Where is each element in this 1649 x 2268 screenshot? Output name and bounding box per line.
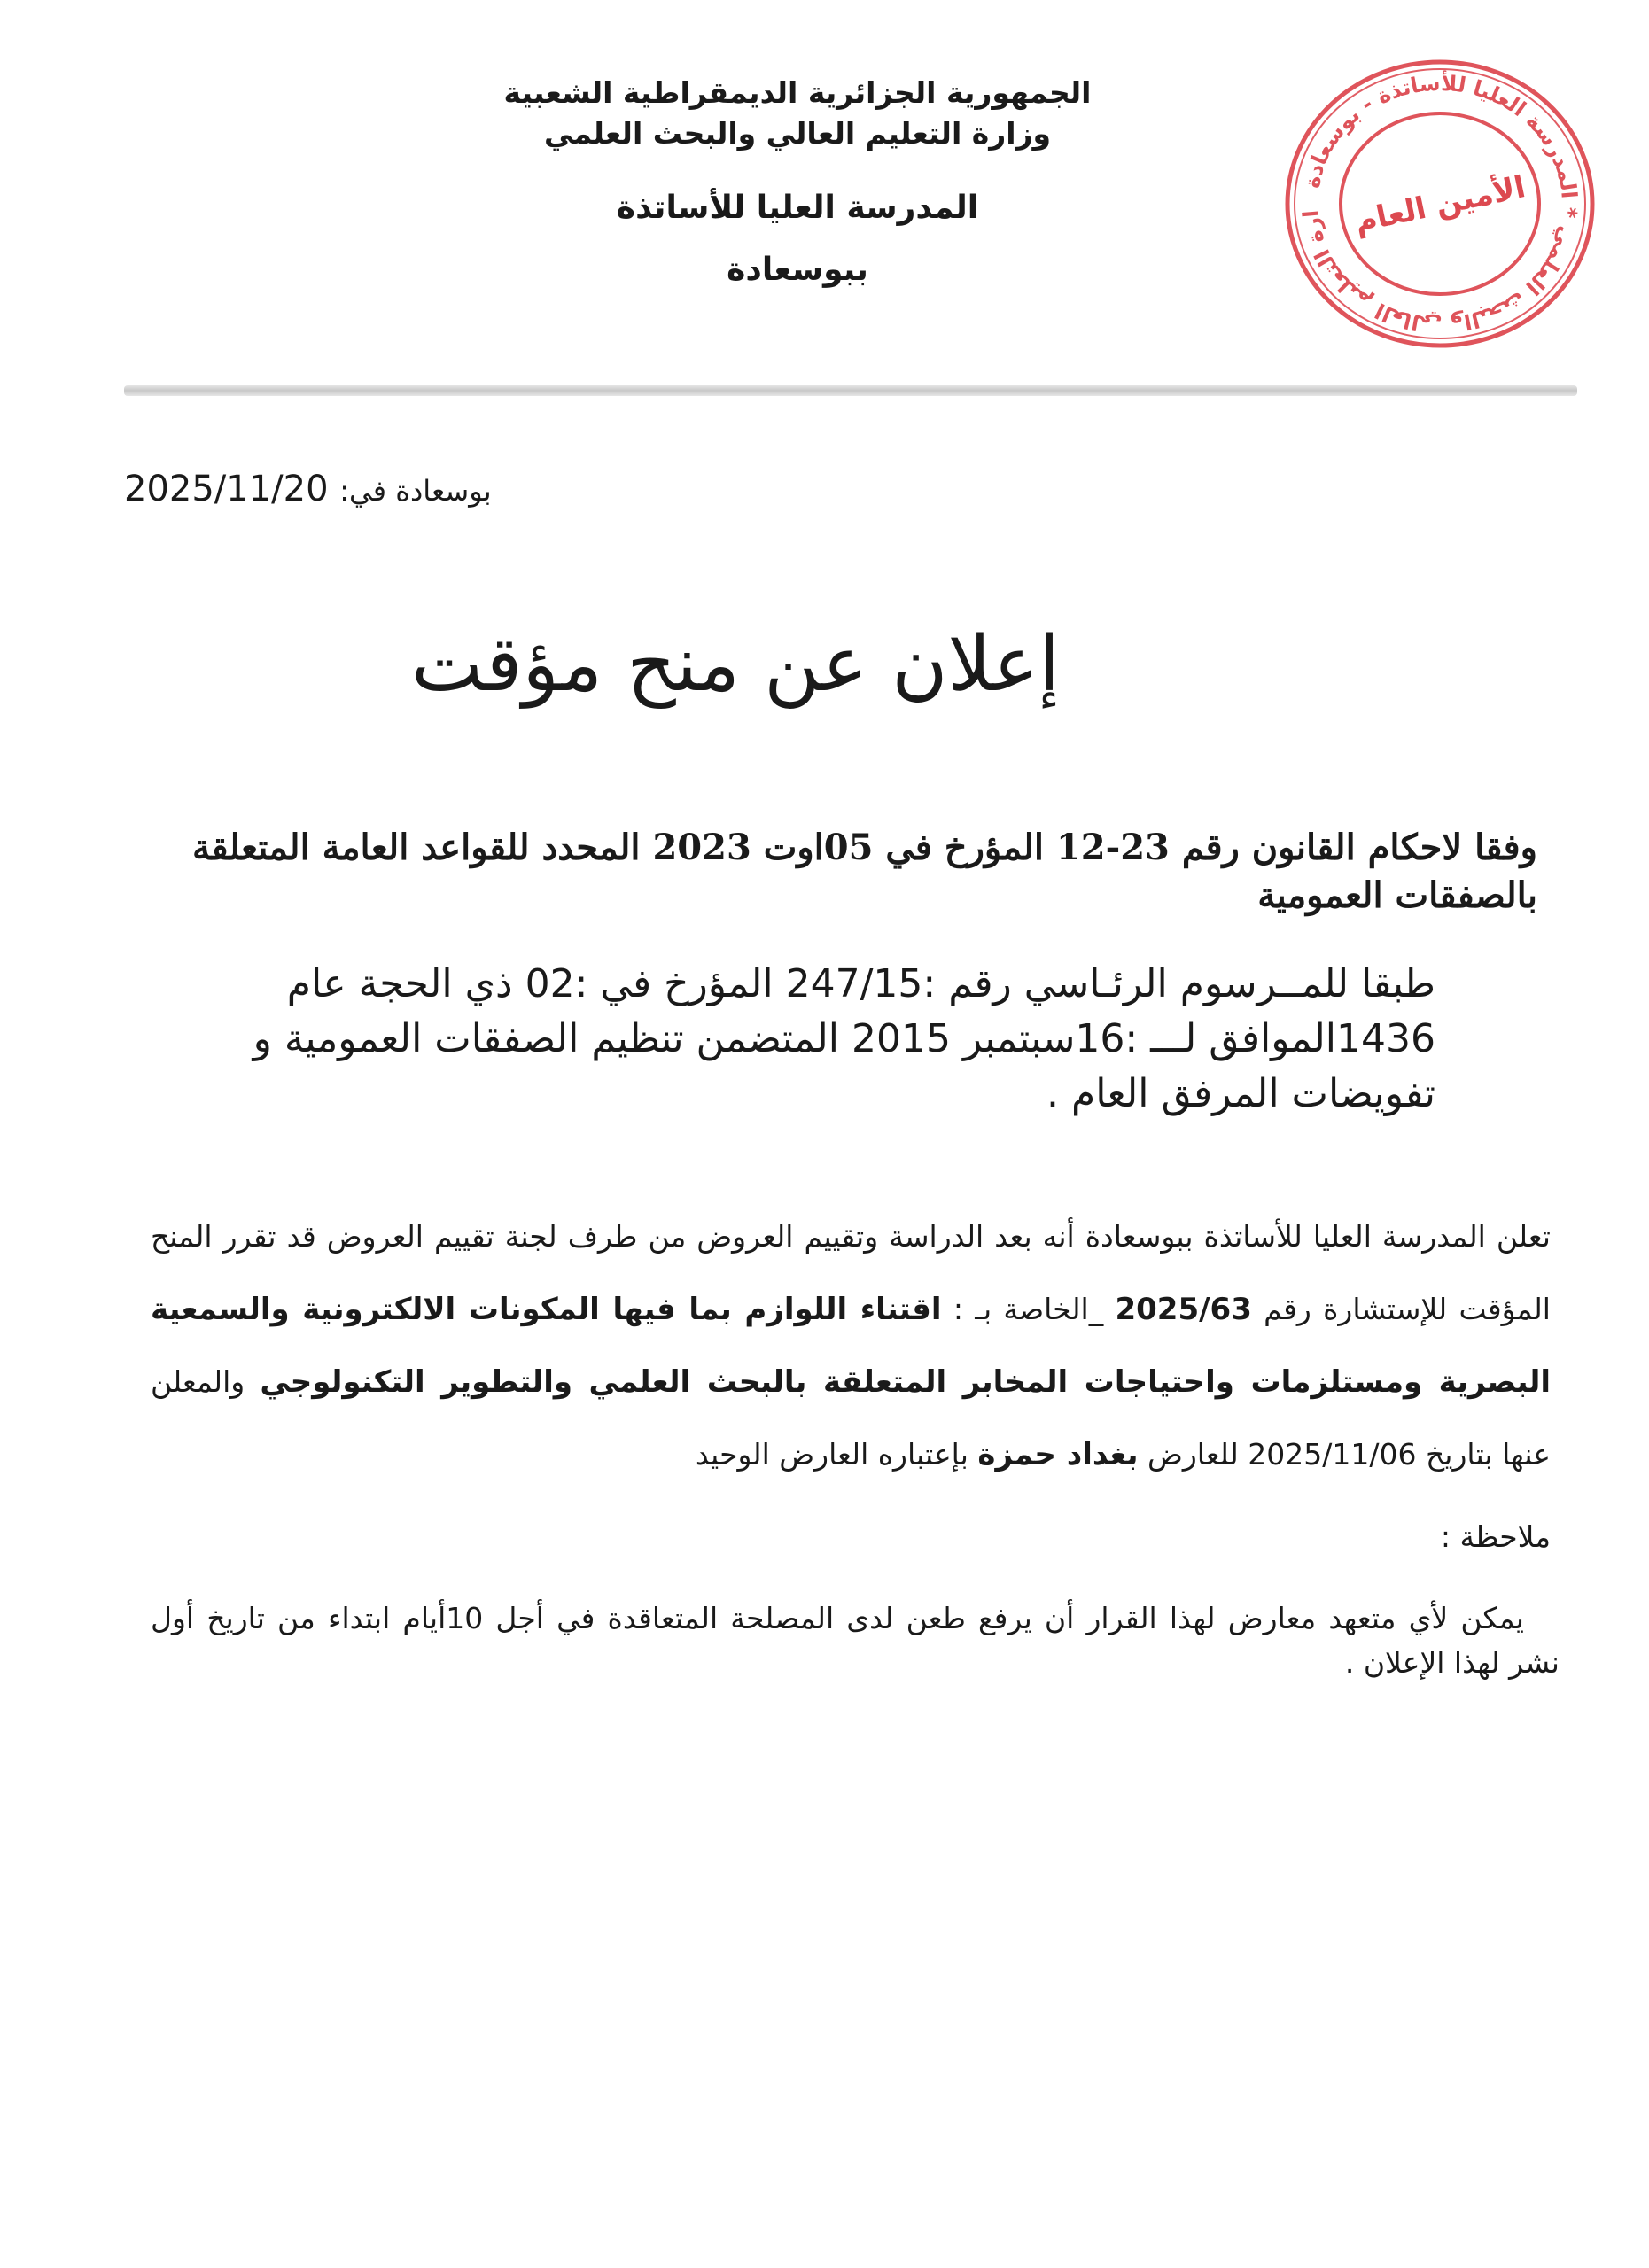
bidder-name: بغداد حمزة — [977, 1437, 1139, 1472]
stamp-seal-icon — [1276, 53, 1604, 354]
svg-text:وزارة التعليم العالي والبحث ال: ارة التعليم العالي والبحث العلمي * المدرسة العليا للأساتذة - بوسعادة — [1298, 70, 1583, 338]
announced-prefix: والمعلن عنها بتاريخ — [151, 1364, 1551, 1472]
page-title: إعلان عن منح مؤقت — [410, 620, 1061, 709]
note-text: يمكن لأي متعهد معارض لهذا القرار أن يرفع طعن لدى المصلحة المتعاقدة في أجل 10أيام ابتداء من تاريخ أول نشر لهذا الإعلان . — [151, 1601, 1560, 1680]
ministry-name: وزارة التعليم العالي والبحث العلمي — [543, 116, 1052, 151]
school-city: ببوسعادة — [727, 252, 868, 288]
consultation-subject: اقتناء اللوازم بما فيها المكونات الالكترونية والسمعية البصرية ومستلزمات واحتياجات المخابر المتعلقة بالبحث العلمي والتطوير التكنولوجي — [151, 1292, 1552, 1400]
consultation-number: 2025/63 — [1115, 1292, 1252, 1327]
republic-name: الجمهورية الجزائرية الديمقراطية الشعبية — [503, 75, 1092, 110]
decree-reference: طبقا للمــرسوم الرئـاسي رقم :247/15 المؤرخ في :02 ذي الحجة عام 1436الموافق لـــ :16سبتمبر 2015 المتضمن تنظيم الصفقات العمومية و تفويضات المرفق العام . — [253, 961, 1435, 1116]
school-name: المدرسة العليا للأساتذة — [616, 190, 979, 226]
body-intro: تعلن المدرسة العليا للأساتذة ببوسعادة أنه بعد الدراسة وتقييم العروض من طرف لجنة تقييم العروض قد تقرر المنح المؤقت للإستشارة رقم — [151, 1219, 1551, 1326]
official-stamp — [1276, 53, 1604, 354]
date-label: بوسعادة في: — [339, 474, 492, 508]
legal-basis: وفقا لاحكام القانون رقم 23-12 المؤرخ في 05اوت 2023 المحدد للقواعد العامة المتعلقة بالصفقات العمومية — [192, 827, 1537, 916]
bidder-prefix: للعارض — [1147, 1437, 1239, 1472]
date-line — [124, 462, 532, 516]
announcement-body — [151, 1200, 1551, 1491]
svg-text:الأمين العام: الأمين العام — [1351, 169, 1529, 240]
note-label: ملاحظة : — [1440, 1519, 1551, 1554]
subject-prefix: _الخاصة بـ : — [953, 1292, 1104, 1326]
announced-date: 2025/11/06 — [1248, 1437, 1417, 1472]
bidder-suffix: بإعتباره العارض الوحيد — [695, 1437, 968, 1472]
header-divider — [124, 385, 1577, 396]
date-value: 2025/11/20 — [124, 469, 329, 509]
